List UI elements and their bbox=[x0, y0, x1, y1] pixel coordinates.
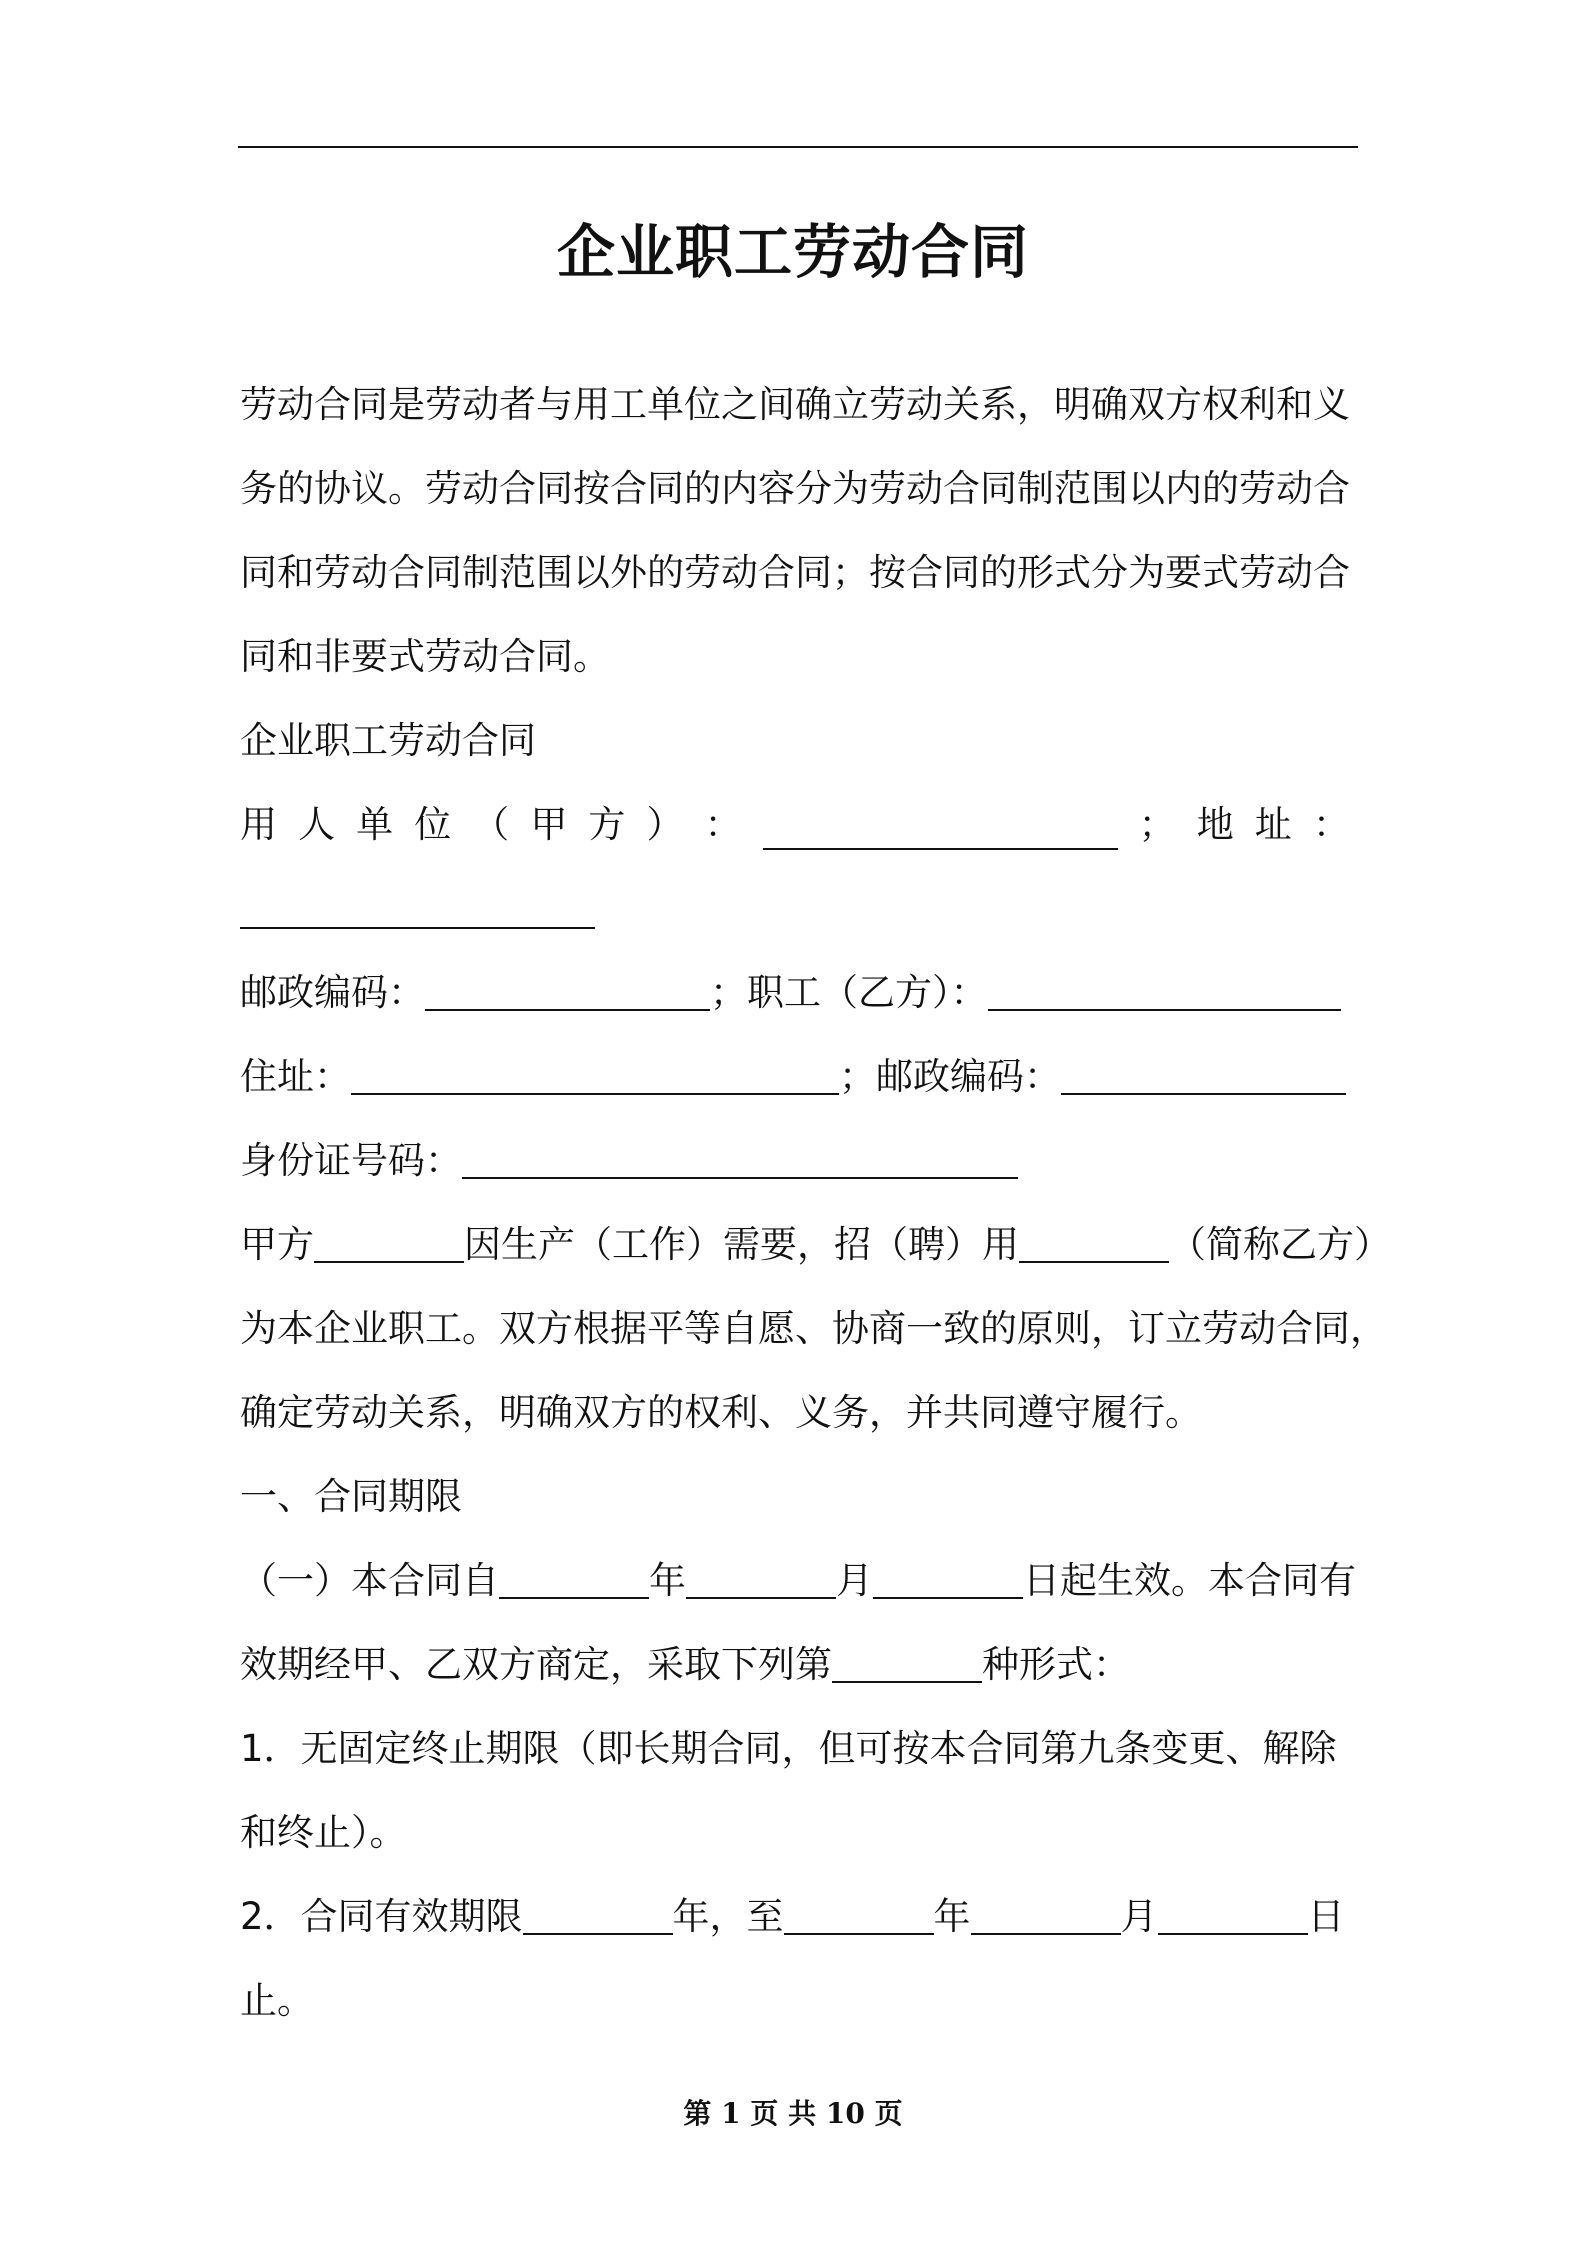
employer-char: 方 bbox=[588, 803, 626, 846]
employer-char: 甲 bbox=[530, 803, 568, 846]
employer-char: （ bbox=[472, 803, 510, 846]
residence-blank[interactable] bbox=[351, 1057, 839, 1095]
year-label: 年 bbox=[649, 1559, 686, 1602]
employer-char: 人 bbox=[298, 803, 336, 846]
item-2-to: 年，至 bbox=[672, 1895, 784, 1938]
hire-line-1 bbox=[240, 1220, 1391, 1270]
header-rule bbox=[238, 146, 1358, 148]
employer-row bbox=[240, 800, 1350, 850]
end-year-blank[interactable] bbox=[784, 1897, 934, 1935]
clause-1-line-1 bbox=[240, 1556, 1356, 1606]
employee-name-blank[interactable] bbox=[988, 973, 1341, 1011]
employee-label: ；职工（乙方）： bbox=[710, 971, 988, 1014]
employee-blank[interactable] bbox=[1019, 1225, 1169, 1263]
start-month-blank[interactable] bbox=[686, 1561, 836, 1599]
employer-char: ： bbox=[704, 803, 742, 846]
employer-blank[interactable] bbox=[314, 1225, 464, 1263]
address-char: 址 bbox=[1254, 803, 1292, 846]
id-label: 身份证号码： bbox=[240, 1139, 462, 1182]
text-jia: 甲方 bbox=[240, 1223, 314, 1266]
clause-form-text: 效期经甲、乙双方商定，采取下列第 bbox=[240, 1643, 832, 1686]
employee-postal-blank[interactable] bbox=[1061, 1057, 1346, 1095]
end-day-blank[interactable] bbox=[1158, 1897, 1308, 1935]
page-title: 企业职工劳动合同 bbox=[556, 218, 1029, 286]
start-year-blank[interactable] bbox=[499, 1561, 649, 1599]
hire-line-3: 确定劳动关系，明确双方的权利、义务，并共同遵守履行。 bbox=[240, 1391, 1202, 1434]
semicolon: ； bbox=[1138, 803, 1176, 846]
month-label: 月 bbox=[1120, 1895, 1158, 1938]
item-1-line-2: 和终止）。 bbox=[240, 1811, 407, 1854]
employer-char: ） bbox=[646, 803, 684, 846]
end-month-blank[interactable] bbox=[971, 1897, 1121, 1935]
clause-form-suffix: 种形式： bbox=[982, 1643, 1130, 1686]
postal-label-2: ；邮政编码： bbox=[839, 1055, 1061, 1098]
employer-address-blank[interactable] bbox=[240, 891, 595, 929]
id-row bbox=[240, 1136, 1018, 1186]
intro-line-3: 同和劳动合同制范围以外的劳动合同；按合同的形式分为要式劳动合 bbox=[240, 551, 1350, 594]
text-need: 因生产（工作）需要，招（聘）用 bbox=[464, 1223, 1019, 1266]
clause-end: 日起生效。本合同有 bbox=[1023, 1559, 1356, 1602]
employer-name-blank[interactable] bbox=[763, 812, 1118, 850]
address-char: 地 bbox=[1196, 803, 1234, 846]
employer-postal-blank[interactable] bbox=[425, 973, 710, 1011]
employer-char: 单 bbox=[356, 803, 394, 846]
employer-char: 位 bbox=[414, 803, 452, 846]
text-abbr: （简称乙方） bbox=[1169, 1223, 1391, 1266]
id-number-blank[interactable] bbox=[462, 1141, 1018, 1179]
doc-heading: 企业职工劳动合同 bbox=[240, 719, 536, 762]
clause-1-line-2 bbox=[240, 1640, 1130, 1690]
item-1-line-1: 1．无固定终止期限（即长期合同，但可按本合同第九条变更、解除 bbox=[240, 1727, 1337, 1770]
month-label: 月 bbox=[836, 1559, 873, 1602]
intro-line-4: 同和非要式劳动合同。 bbox=[240, 635, 610, 678]
item-2-line-1 bbox=[240, 1892, 1345, 1942]
page-footer: 第 1 页 共 10 页 bbox=[683, 2097, 903, 2130]
section-heading: 一、合同期限 bbox=[240, 1475, 462, 1518]
term-years-blank[interactable] bbox=[523, 1897, 673, 1935]
hire-line-2: 为本企业职工。双方根据平等自愿、协商一致的原则，订立劳动合同， bbox=[240, 1307, 1387, 1350]
residence-label: 住址： bbox=[240, 1055, 351, 1098]
employer-address-row bbox=[240, 886, 595, 936]
item-2-line-2: 止。 bbox=[240, 1979, 314, 2022]
postal-label: 邮政编码： bbox=[240, 971, 425, 1014]
postal-employee-row bbox=[240, 968, 1341, 1018]
address-char: ： bbox=[1312, 803, 1350, 846]
intro-line-2: 务的协议。劳动合同按合同的内容分为劳动合同制范围以内的劳动合 bbox=[240, 467, 1350, 510]
year-label: 年 bbox=[933, 1895, 971, 1938]
intro-line-1: 劳动合同是劳动者与用工单位之间确立劳动关系，明确双方权利和义 bbox=[240, 383, 1350, 426]
clause-start: （一）本合同自 bbox=[240, 1559, 499, 1602]
form-choice-blank[interactable] bbox=[832, 1645, 982, 1683]
start-day-blank[interactable] bbox=[873, 1561, 1023, 1599]
residence-row bbox=[240, 1052, 1346, 1102]
employer-char: 用 bbox=[240, 803, 277, 846]
day-label: 日 bbox=[1307, 1895, 1345, 1938]
item-2-start: 2．合同有效期限 bbox=[240, 1895, 523, 1938]
